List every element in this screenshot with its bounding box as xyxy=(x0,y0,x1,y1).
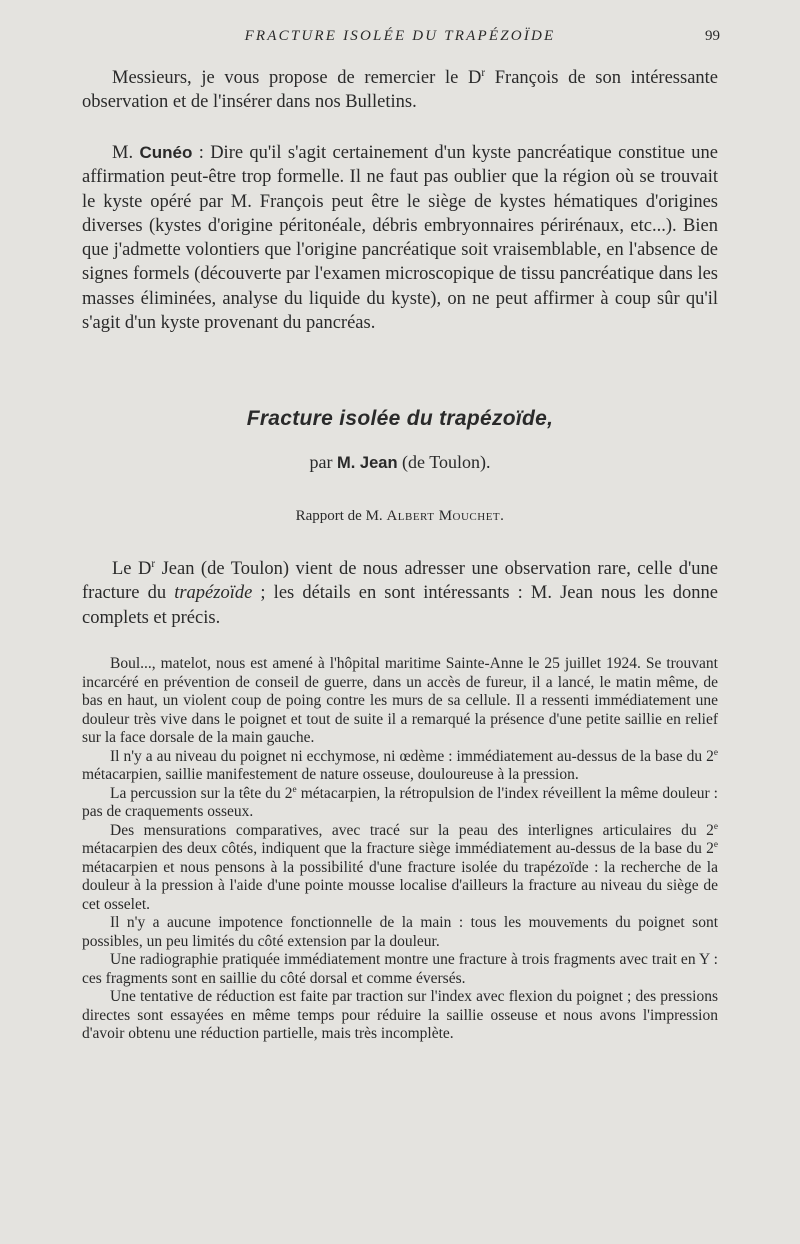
article-byline: par M. Jean (de Toulon). xyxy=(309,452,491,472)
running-header xyxy=(82,28,718,50)
case-paragraph: La percussion sur la tête du 2e métacarpien, la rétropulsion de l'index réveillent la même douleur : pas de craquements osseux. xyxy=(82,784,718,820)
case-paragraph: Il n'y a au niveau du poignet ni ecchymose, ni œdème : immédiatement au-dessus de la base du 2e métacarpien, saillie manifestement de nature osseuse, douloureuse à la pression. xyxy=(82,747,718,783)
case-paragraph: Une radiographie pratiquée immédiatement montre une fracture à trois fragments avec trait en Y : ces fragments sont en saillie du côté dorsal et comme éversés. xyxy=(82,951,718,987)
case-report xyxy=(82,655,718,1044)
article-heading xyxy=(82,407,718,431)
case-paragraph: Des mensurations comparatives, avec tracé sur la peau des interlignes articulaires du 2e métacarpien des deux côtés, indiquent que la fracture siège immédiatement au-dessus de la base du 2e métacarpien et nous pensons à la possibilité d'une fracture isolée du trapézoïde : la recherche de la douleur à la pression à l'aide d'une pointe mousse localise d'ailleurs la fracture au niveau du siège de cet osselet. xyxy=(82,821,718,913)
discussion-paragraph: M. Cunéo : Dire qu'il s'agit certainement d'un kyste pancréatique constitue une affirmation peut-être trop formelle. Il ne faut pas oublier que la région où se trouvait le kyste opéré par M. François peut être le siège de kystes hématiques d'origines diverses (kystes d'origine péritonéale, débris embryonnaires périrénaux, etc...). Bien que j'admette volontiers que l'origine pancréatique soit vraisemblable, en l'absence de signes formels (découverte par l'examen microscopique de tissu pancréatique dans les masses éliminées, analyse du liquide du kyste), on ne peut affirmer à coup sûr qu'il s'agit d'un kyste provenant du pancréas. xyxy=(82,143,718,334)
report-line: Rapport de M. Albert Mouchet. xyxy=(295,508,505,524)
reporter-name: Albert Mouchet. xyxy=(386,508,505,524)
case-paragraph: Une tentative de réduction est faite par traction sur l'index avec flexion du poignet ; des pressions directes sont essayées en même temps pour réduire la saillie osseuse et nous avons l'impression d'avoir obtenu une réduction partielle, mais très incomplète. xyxy=(82,988,718,1042)
lead-paragraph: Le $D^r$ Jean (de Toulon) vient de nous adresser une observation rare, celle d'une fracture du trapézoïde ; les détails en sont intéressants : M. Jean nous les donne complets et précis. xyxy=(82,557,719,628)
closing-paragraph: Messieurs, je vous propose de remercier le $D^r$ François de son intéressante observation et de l'insérer dans nos Bulletins. xyxy=(82,66,719,113)
case-paragraph: Boul..., matelot, nous est amené à l'hôpital maritime Sainte-Anne le 25 juillet 1924. Se trouvant incarcéré en prévention de conseil de guerre, dans un accès de fureur, il a lancé, le matin même, de bas en haut, un violent coup de poing contre les murs de sa cellule. Il a ressenti immédiatement une douleur très vive dans le poignet et tout de suite il a remarqué la présence d'une petite saillie en relief sur la face dorsale de la main gauche. xyxy=(82,655,718,746)
page-number: 99 xyxy=(705,28,720,44)
case-paragraph: Il n'y a aucune impotence fonctionnelle de la main : tous les mouvements du poignet sont possibles, un peu limités du côté extension par la douleur. xyxy=(82,914,718,950)
speaker-label: M. Cunéo xyxy=(112,143,193,163)
author-name: M. Jean xyxy=(337,454,398,472)
article-title: Fracture isolée du trapézoïde, xyxy=(246,407,554,430)
running-title: FRACTURE ISOLÉE DU TRAPÉZOÏDE xyxy=(244,28,556,44)
